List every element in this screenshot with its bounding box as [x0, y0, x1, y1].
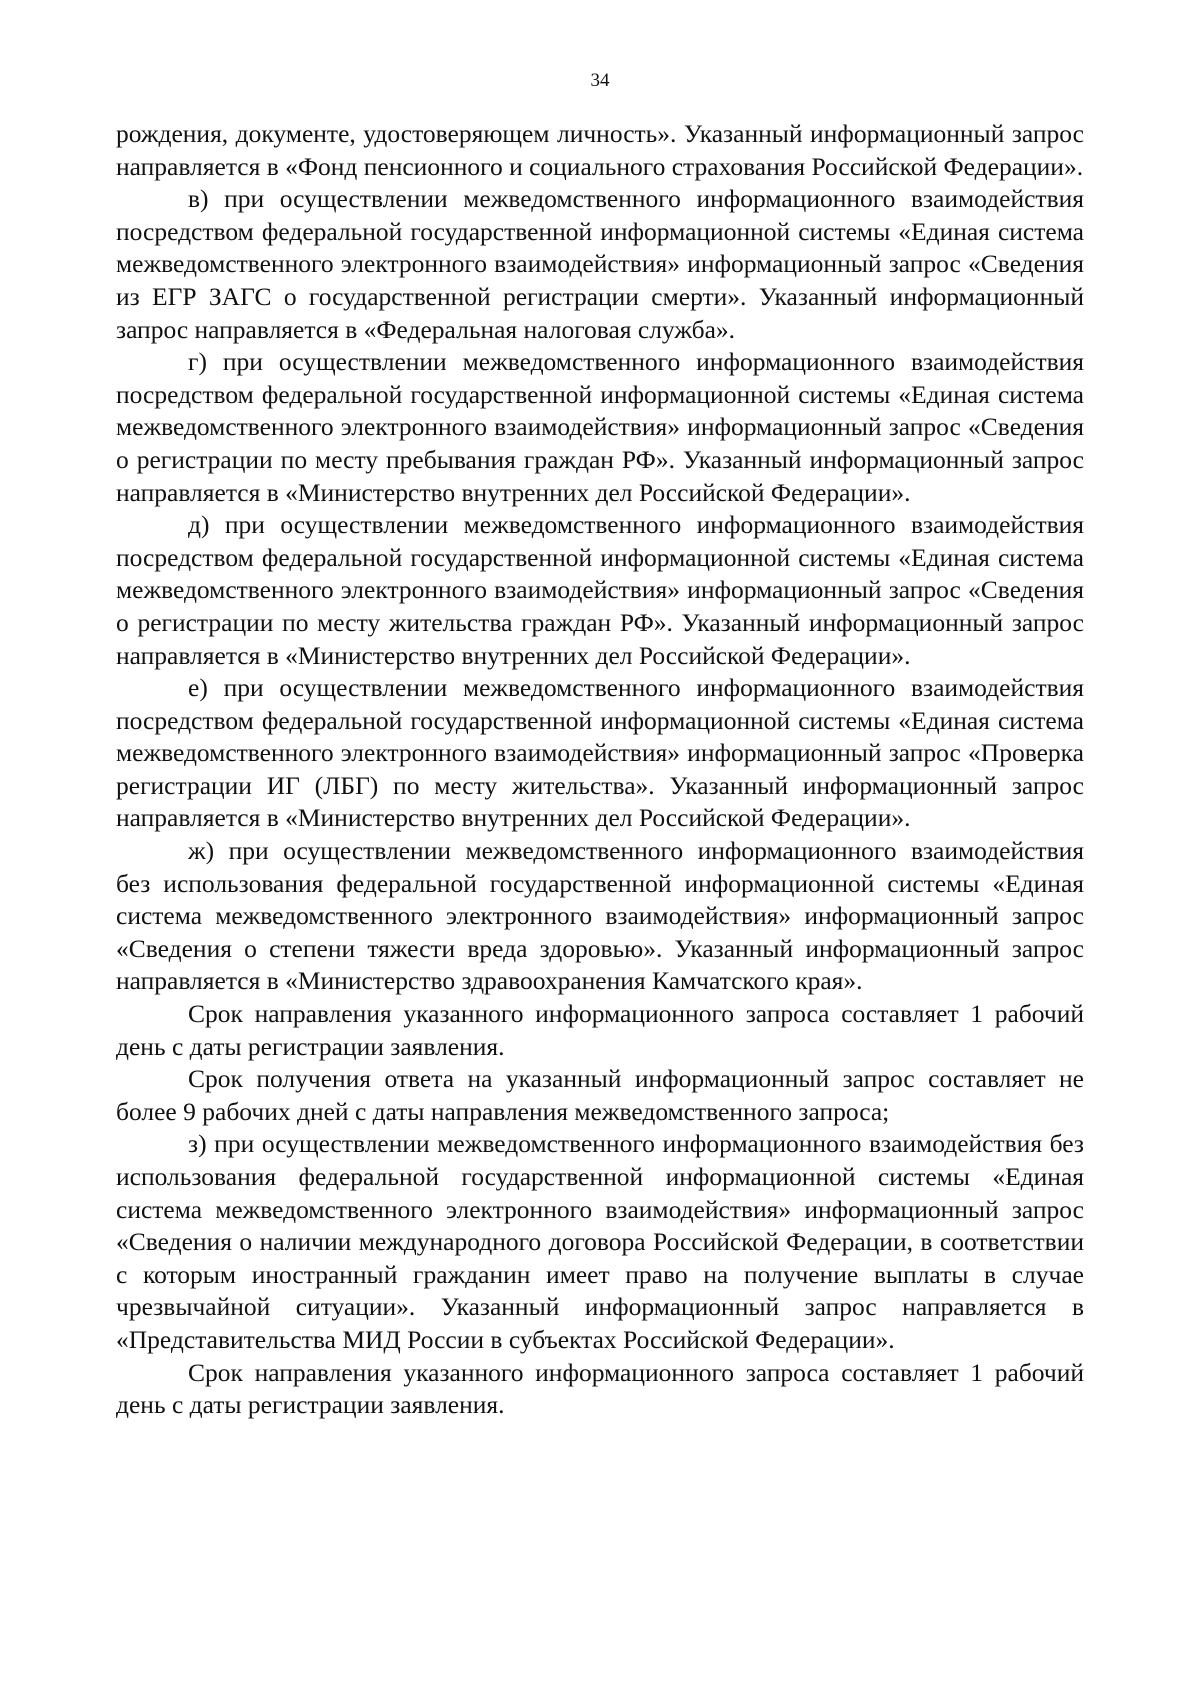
paragraph-item-e: е) при осуществлении межведомственного информационного взаимодействия посредством федеральной государственной информационной системы «Единая система межведомственного электронного взаимодействия» информационный запрос «Проверка регистрации ИГ (ЛБГ) по месту жительства». Указанный информационный запрос направляется в «Министерство внутренних дел Российской Федерации». [116, 673, 1084, 833]
paragraph-item-v: в) при осуществлении межведомственного информационного взаимодействия посредством федеральной государственной информационной системы «Единая система межведомственного электронного взаимодействия» информационный запрос «Сведения из ЕГР ЗАГС о государственной регистрации смерти». Указанный информационный запрос направляется в «Федеральная налоговая служба». [116, 184, 1084, 344]
document-body [116, 118, 1084, 1422]
paragraph-item-zh: ж) при осуществлении межведомственного информационного взаимодействия без использования федеральной государственной информационной системы «Единая система межведомственного электронного взаимодействия» информационный запрос «Сведения о степени тяжести вреда здоровью». Указанный информационный запрос направляется в «Министерство здравоохранения Камчатского края». [116, 836, 1084, 996]
paragraph-response-deadline: Срок получения ответа на указанный информационный запрос составляет не более 9 рабочих дней с даты направления межведомственного запроса; [116, 1064, 1084, 1126]
paragraph-item-g: г) при осуществлении межведомственного информационного взаимодействия посредством федеральной государственной информационной системы «Единая система межведомственного электронного взаимодействия» информационный запрос «Сведения о регистрации по месту пребывания граждан РФ». Указанный информационный запрос направляется в «Министерство внутренних дел Российской Федерации». [116, 347, 1084, 507]
paragraph-continuation: рождения, документе, удостоверяющем личность». Указанный информационный запрос направляется в «Фонд пенсионного и социального страхования Российской Федерации». [116, 119, 1084, 181]
paragraph-request-deadline-2: Срок направления указанного информационного запроса составляет 1 рабочий день с даты регистрации заявления. [116, 1357, 1084, 1420]
paragraph-request-deadline: Срок направления указанного информационного запроса составляет 1 рабочий день с даты регистрации заявления. [116, 999, 1084, 1061]
paragraph-item-z: з) при осуществлении межведомственного информационного взаимодействия без использования федеральной государственной информационной системы «Единая система межведомственного электронного взаимодействия» информационный запрос «Сведения о наличии международного договора Российской Федерации, в соответствии с которым иностранный гражданин имеет право на получение выплаты в случае чрезвычайной ситуации». Указанный информационный запрос направляется в «Представительства МИД России в субъектах Российской Федерации». [116, 1129, 1084, 1354]
paragraph-item-d: д) при осуществлении межведомственного информационного взаимодействия посредством федеральной государственной информационной системы «Единая система межведомственного электронного взаимодействия» информационный запрос «Сведения о регистрации по месту жительства граждан РФ». Указанный информационный запрос направляется в «Министерство внутренних дел Российской Федерации». [116, 510, 1084, 670]
page-number: 34 [590, 70, 610, 91]
